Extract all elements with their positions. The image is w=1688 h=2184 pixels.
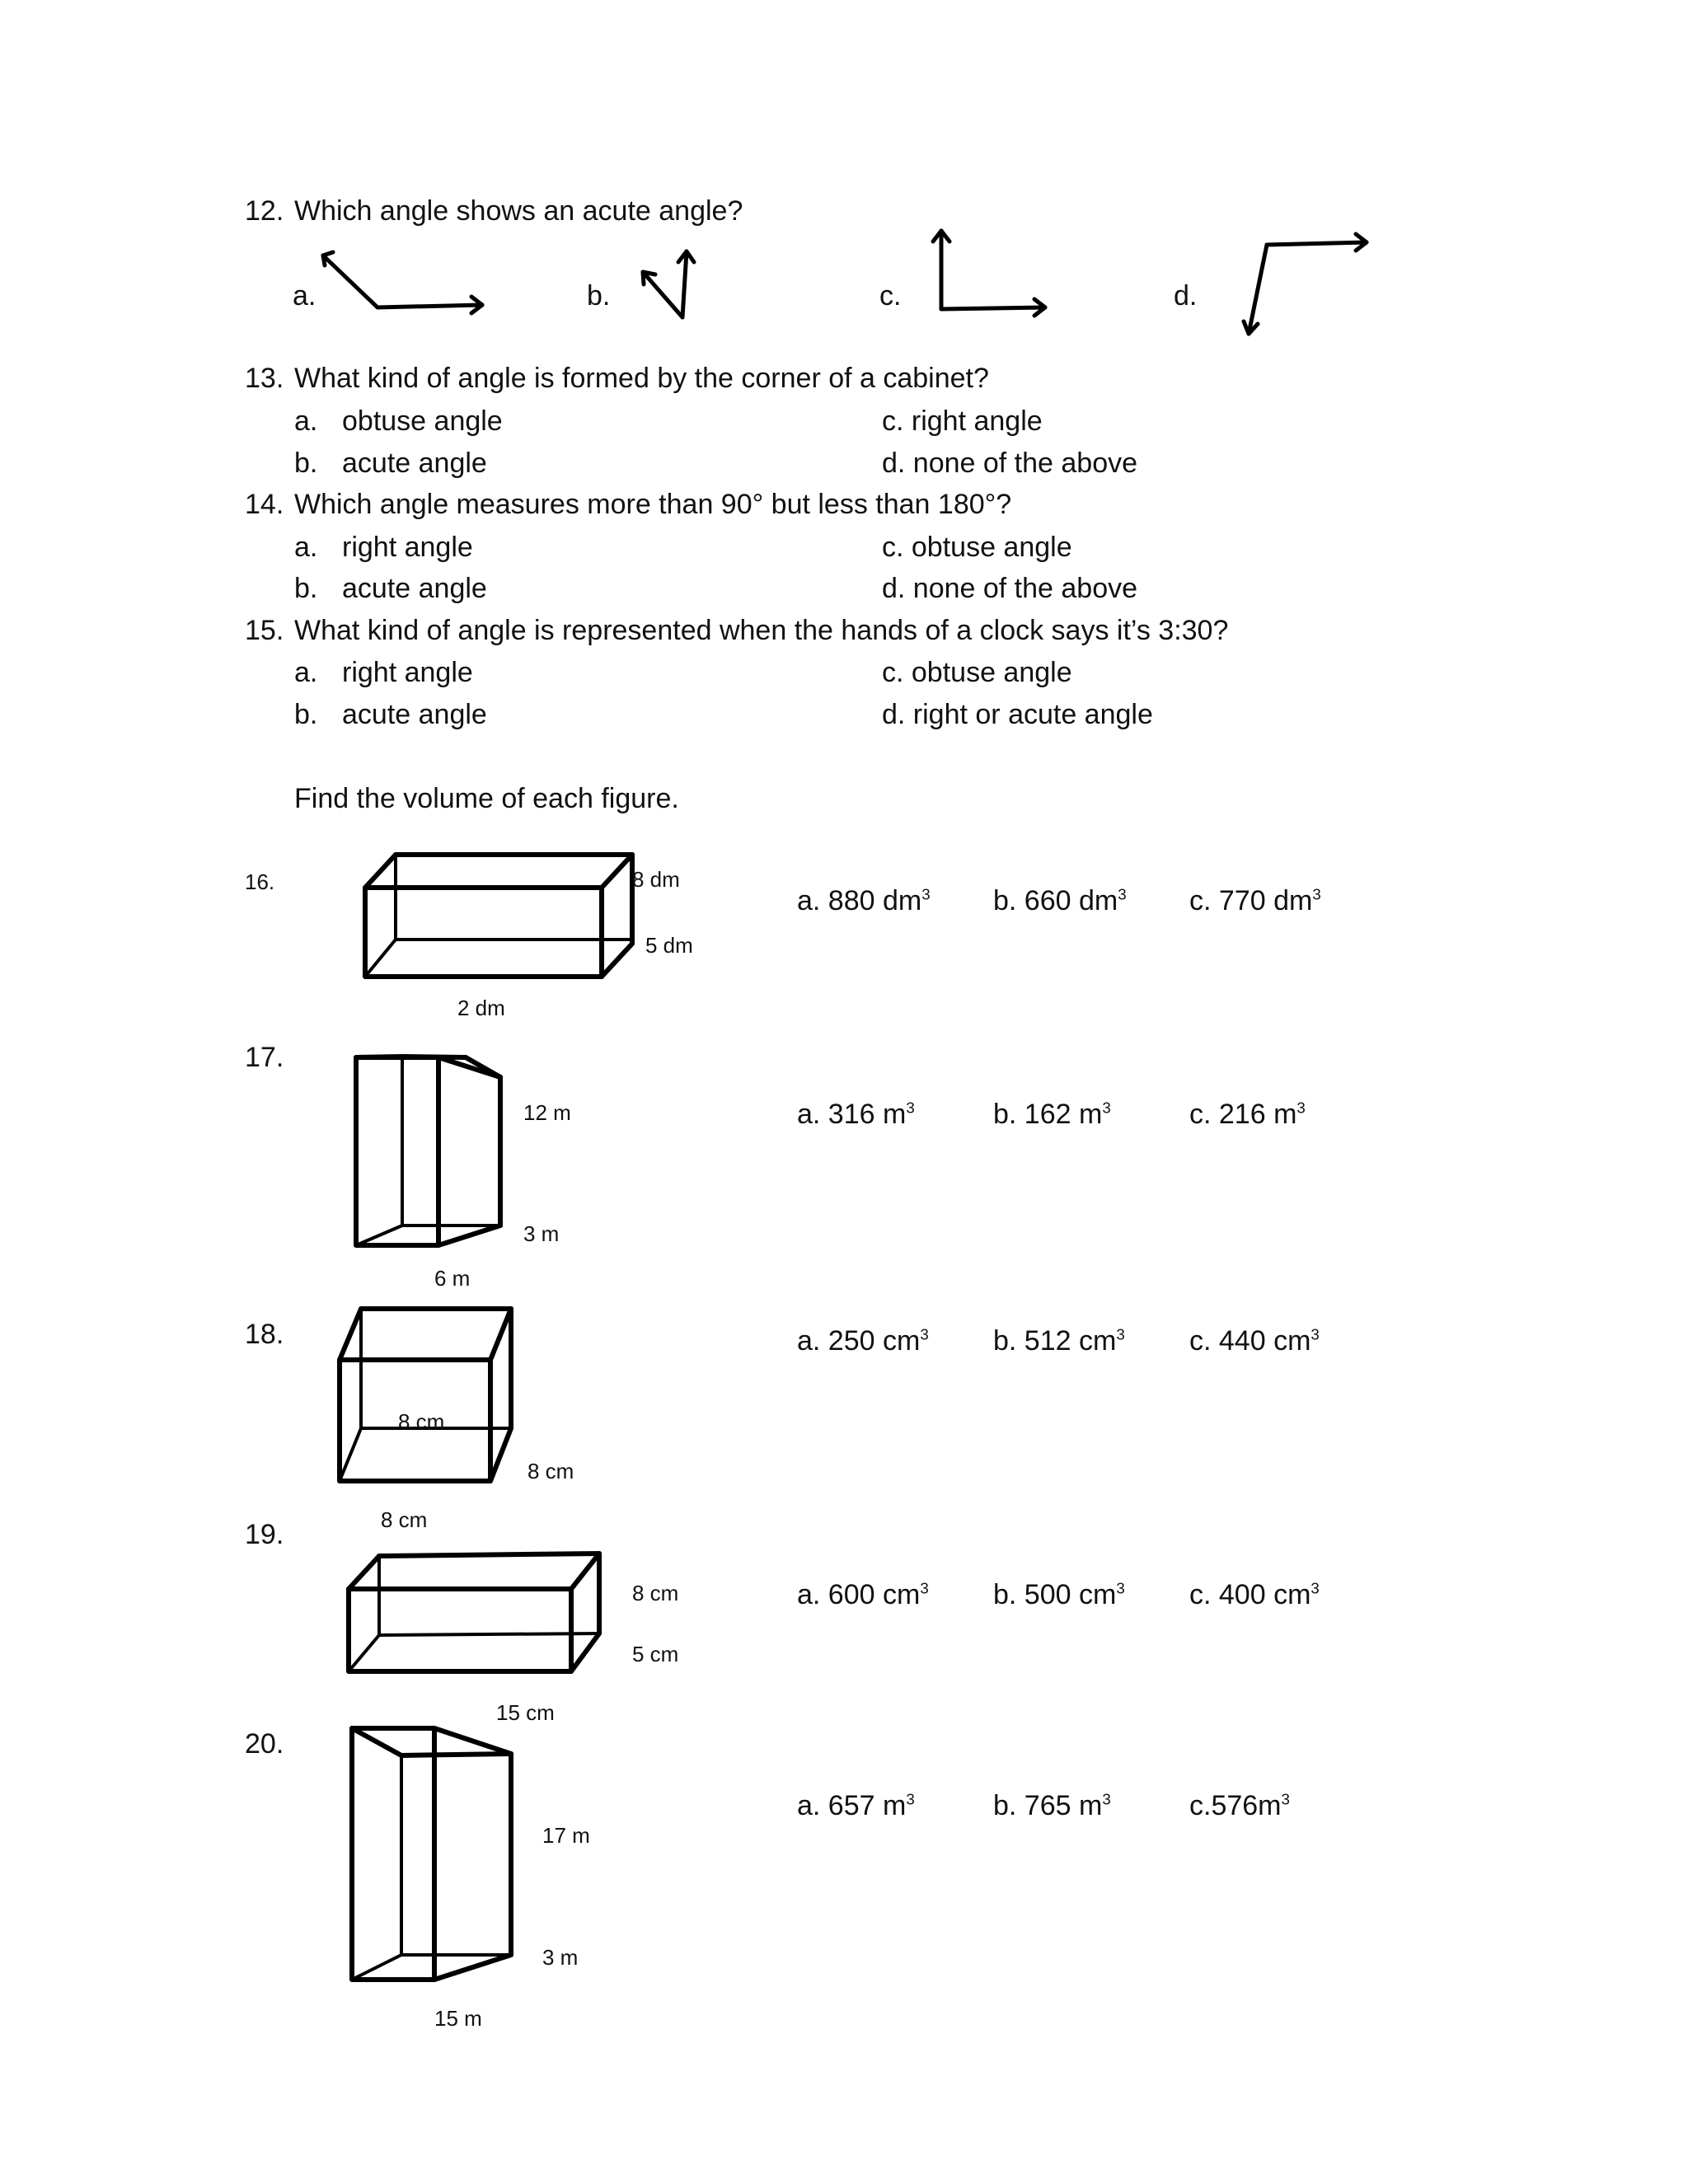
dimension-label: 5 cm bbox=[632, 1642, 679, 1666]
question-text: Which angle shows an acute angle? bbox=[294, 195, 743, 227]
dimension-label: 2 dm bbox=[457, 996, 505, 1020]
option-letter: a. bbox=[293, 280, 316, 312]
question-text: What kind of angle is represented when the hands of a clock says it’s 3:30? bbox=[294, 615, 1229, 646]
option-letter: c. bbox=[879, 280, 902, 312]
dimension-label: 6 m bbox=[434, 1266, 471, 1291]
option-letter: b. bbox=[294, 573, 318, 604]
dimension-label: 5 dm bbox=[645, 933, 693, 958]
answer-b[interactable]: b. 500 $cm^3$ bbox=[993, 1579, 1125, 1610]
option-text: d. none of the above bbox=[882, 573, 1138, 604]
option-text: acute angle bbox=[342, 573, 487, 604]
question-number: 14. bbox=[245, 489, 284, 520]
dimension-label: 17 m bbox=[542, 1823, 590, 1848]
dimension-label: 15 cm bbox=[496, 1700, 555, 1725]
dimension-label: 8 cm bbox=[528, 1459, 574, 1483]
option-text: acute angle bbox=[342, 699, 487, 730]
question-number: 16. bbox=[245, 869, 275, 894]
dimension-label: 8 cm bbox=[381, 1507, 428, 1532]
option-letter: b. bbox=[294, 448, 318, 479]
question-text: What kind of angle is formed by the corner of a cabinet? bbox=[294, 363, 989, 394]
answer-a[interactable]: a. 316 $m^3$ bbox=[797, 1099, 915, 1130]
option-text: acute angle bbox=[342, 448, 487, 479]
question-number: 13. bbox=[245, 363, 284, 394]
question-number: 19. bbox=[245, 1519, 284, 1550]
option-text: right angle bbox=[342, 532, 473, 563]
question-text: Which angle measures more than 90° but less than 180°? bbox=[294, 489, 1012, 520]
option-letter: a. bbox=[294, 532, 318, 563]
option-text: c. obtuse angle bbox=[882, 532, 1072, 563]
dimension-label: 8 cm bbox=[632, 1581, 679, 1605]
option-text: d. none of the above bbox=[882, 448, 1138, 479]
answer-c[interactable]: c. 770 $dm^3$ bbox=[1189, 885, 1321, 916]
option-letter: b. bbox=[294, 699, 318, 730]
answer-c[interactable]: c. 216 $m^3$ bbox=[1189, 1099, 1306, 1130]
answer-a[interactable]: a. 880 $dm^3$ bbox=[797, 885, 931, 916]
dimension-label: 15 m bbox=[434, 2006, 482, 2031]
option-text: right angle bbox=[342, 657, 473, 688]
question-number: 15. bbox=[245, 615, 284, 646]
answer-b[interactable]: b. 512 $cm^3$ bbox=[993, 1325, 1125, 1357]
answer-c[interactable]: $c.576m^3$ bbox=[1189, 1790, 1290, 1821]
option-text: d. right or acute angle bbox=[882, 699, 1153, 730]
answer-b[interactable]: b. 765 $m^3$ bbox=[993, 1790, 1111, 1821]
answer-b[interactable]: b. 162 $m^3$ bbox=[993, 1099, 1111, 1130]
option-letter: d. bbox=[1174, 280, 1198, 312]
answer-a[interactable]: a. 657 $m^3$ bbox=[797, 1790, 915, 1821]
dimension-label: 3 m bbox=[542, 1945, 579, 1970]
dimension-label: 12 m bbox=[523, 1100, 571, 1125]
answer-c[interactable]: c. 440 $cm^3$ bbox=[1189, 1325, 1320, 1357]
option-text: c. obtuse angle bbox=[882, 657, 1072, 688]
option-letter: a. bbox=[294, 405, 318, 437]
question-number: 17. bbox=[245, 1042, 284, 1073]
question-number: 18. bbox=[245, 1319, 284, 1350]
option-letter: a. bbox=[294, 657, 318, 688]
dimension-label: 3 m bbox=[523, 1221, 560, 1246]
section-instruction: Find the volume of each figure. bbox=[294, 783, 679, 814]
answer-a[interactable]: a. 600 $cm^3$ bbox=[797, 1579, 929, 1610]
question-number: 20. bbox=[245, 1728, 284, 1760]
answer-b[interactable]: b. 660 $dm^3$ bbox=[993, 885, 1127, 916]
question-number: 12. bbox=[245, 195, 284, 227]
option-text: c. right angle bbox=[882, 405, 1043, 437]
option-letter: b. bbox=[587, 280, 611, 312]
answer-c[interactable]: c. 400 $cm^3$ bbox=[1189, 1579, 1320, 1610]
dimension-label: 8 dm bbox=[632, 867, 680, 892]
option-text: obtuse angle bbox=[342, 405, 503, 437]
answer-a[interactable]: a. 250 $cm^3$ bbox=[797, 1325, 929, 1357]
dimension-label: 8 cm bbox=[398, 1409, 445, 1434]
